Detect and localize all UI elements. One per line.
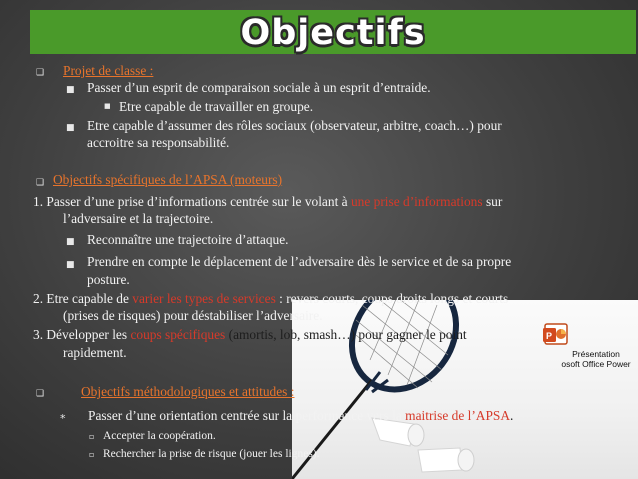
embed-label-line2: osoft Office Power: [561, 359, 631, 369]
title-bar: [30, 10, 636, 54]
checkbox-bullet-icon: ❑: [36, 389, 45, 399]
sub-item: Rechercher la prise de risque (jouer les lignes).: [103, 448, 320, 460]
section-heading-projet: Projet de classe :: [63, 63, 154, 78]
numbered-item-3: [33, 326, 467, 343]
list-item: Prendre en compte le déplacement de l’adversaire dès le service et de sa propre: [87, 254, 512, 269]
star-bullet-icon: *: [60, 412, 66, 425]
text-segment: .: [510, 408, 514, 423]
star-item: [88, 407, 513, 424]
section-heading-specifiques: Objectifs spécifiques de l’APSA (moteurs): [53, 172, 283, 187]
svg-text:P: P: [546, 331, 553, 341]
text-segment: (amortis, lob, smash…) pour gagner le point: [225, 327, 467, 342]
text-segment: Passer d’une orientation centrée sur la performance vers la: [88, 408, 406, 423]
square-bullet-icon: ■: [66, 123, 75, 133]
numbered-item-1: [33, 193, 502, 210]
sub-item: Accepter la coopération.: [103, 430, 216, 442]
text-segment: 2. Etre capable de: [33, 291, 133, 306]
square-bullet-icon: ■: [66, 260, 75, 270]
list-item: Etre capable d’assumer des rôles sociaux (observateur, arbitre, coach…) pour: [87, 118, 502, 133]
highlight-text: varier les types de services: [132, 291, 276, 306]
numbered-item-2-continuation: (prises de risques) pour déstabiliser l’adversaire.: [63, 308, 323, 323]
checkbox-bullet-icon: ❑: [36, 178, 45, 188]
list-item-continuation: accroitre sa responsabilité.: [87, 135, 230, 150]
highlight-text: coups spécifiques: [130, 327, 226, 342]
slide-title: Objectifs: [240, 13, 426, 53]
text-segment: 1. Passer d’une prise d’informations centrée sur le volant à: [33, 194, 351, 209]
powerpoint-icon[interactable]: [542, 322, 570, 348]
highlight-text: une prise d’informations: [350, 194, 483, 209]
list-item: Etre capable de travailler en groupe.: [119, 99, 314, 114]
list-item: Reconnaître une trajectoire d’attaque.: [87, 232, 289, 247]
embed-label-line1: Présentation: [572, 349, 620, 359]
square-bullet-icon: ■: [66, 85, 75, 95]
list-item: Passer d’un esprit de comparaison sociale à un esprit d’entraide.: [87, 80, 431, 95]
section-heading-methodologiques: Objectifs méthodologiques et attitudes :: [81, 384, 295, 399]
numbered-item-1-continuation: l’adversaire et la trajectoire.: [63, 211, 214, 226]
text-segment: sur: [482, 194, 503, 209]
highlight-text: maitrise de l’APSA: [405, 408, 511, 423]
text-segment: 3. Développer les: [33, 327, 131, 342]
text-segment: : revers courts, coups droits longs et courts: [275, 291, 509, 306]
small-square-bullet-icon: ▫: [89, 432, 95, 441]
square-bullet-icon: ■: [66, 237, 75, 247]
numbered-item-2: [33, 290, 508, 307]
checkbox-bullet-icon: ❑: [36, 68, 45, 78]
small-square-bullet-icon: ▫: [89, 450, 95, 459]
embedded-object-label[interactable]: [552, 349, 638, 369]
numbered-item-3-continuation: rapidement.: [63, 345, 127, 360]
square-bullet-icon: ■: [104, 102, 111, 110]
list-item-continuation: posture.: [87, 272, 130, 287]
